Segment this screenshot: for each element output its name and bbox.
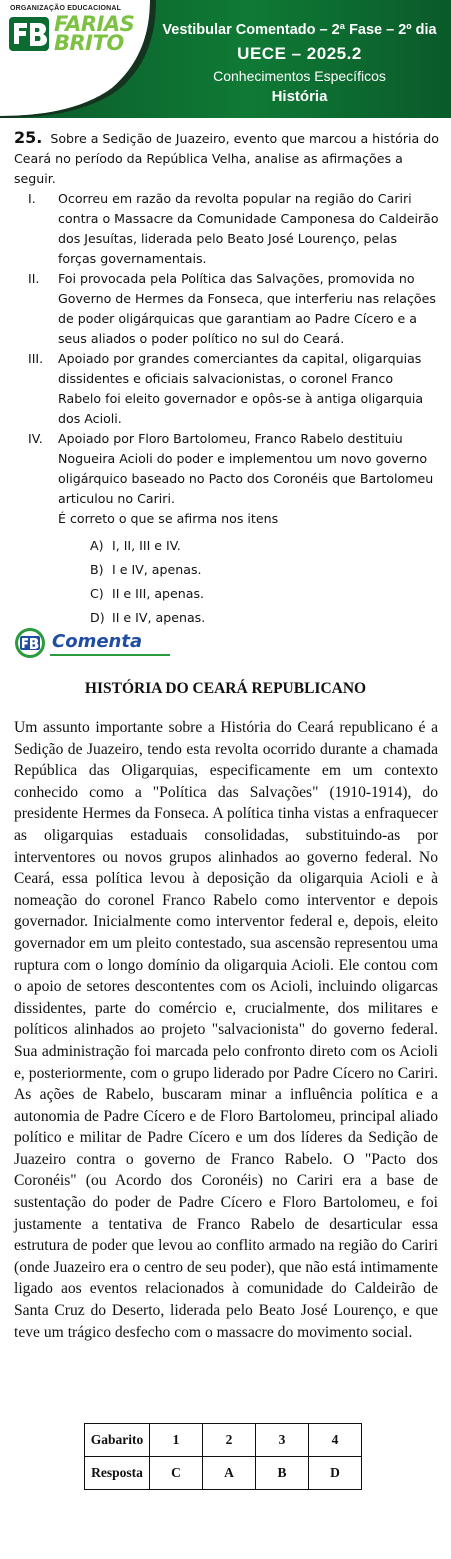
statement-item [14,269,439,349]
farias-brito-logo [8,5,138,55]
statement-text: Apoiado por grandes comerciantes da capital, oligarquias dissidentes e oficiais salvacionistas, o coronel Franco Rabelo foi eleito governador e opôs-se à antiga oligarquia dos Acioli. [58,351,424,426]
commentary-title: HISTÓRIA DO CEARÁ REPUBLICANO [84,680,367,697]
question-block [14,128,439,632]
question-number-cell: 1 [150,1424,203,1457]
statement-number: III. [28,351,44,366]
question-stem: Sobre a Sedição de Juazeiro, evento que marcou a história do Ceará no período da República Velha, analise as afirmações a seguir. [14,131,439,186]
option-text: II e III, apenas. [112,586,205,601]
option-c[interactable] [14,584,439,604]
statement-text: Foi provocada pela Política das Salvações, promovida no Governo de Hermes da Fonseca, que interferiu nas relações de poder oligárquicas que garantiam ao Padre Cícero e a seus aliados o poder político no sul do Ceará. [58,271,436,346]
option-a[interactable] [14,536,439,556]
table-header-label: Gabarito [85,1424,150,1457]
statement-number: II. [28,271,40,286]
question-number-cell: 4 [309,1424,362,1457]
answer-cell: C [150,1457,203,1490]
answer-cell: A [203,1457,256,1490]
statement-number: IV. [28,431,43,446]
question-number: 25. [14,128,43,147]
statement-text: Apoiado por Floro Bartolomeu, Franco Rabelo destituiu Nogueira Acioli do poder e implementou um novo governo oligárquico baseado no Pacto dos Coronéis que Bartolomeu articulou no Cariri. [58,431,434,506]
statement-text: Ocorreu em razão da revolta popular na região do Cariri contra o Massacre da Comunidade Camponesa do Caldeirão dos Jesuítas, liderada pelo Beato José Lourenço, pelas forças governamentais. [58,191,439,266]
logo-word-brito: BRITO [54,31,124,55]
option-text: I e IV, apenas. [112,562,202,577]
statement-item [14,349,439,429]
logo-word-farias: FARIAS [54,12,135,36]
exam-title: Vestibular Comentado – 2ª Fase – 2º dia [162,22,437,38]
logo-org-label: ORGANIZAÇÃO EDUCACIONAL [10,5,122,12]
option-d[interactable] [14,608,439,628]
commentary-body: Um assunto importante sobre a História do Ceará republicano é a Sedição de Juazeiro, tendo esta revolta ocorrido durante a chamada República das Oligarquias, especificamente em um contexto conhecido como a "Política das Salvações" (1910-1914), do presidente Hermes da Fonseca. A política tinha vistas a enfraquecer as oligarquias estaduais consolidadas, substituindo-as por interventores ou novos grupos alinhados ao governo federal. No Ceará, essa política levou à deposição da oligarquia Acioli e à nomeação do coronel Franco Rabelo como interventor e depois governador. Inicialmente como interventor federal e, depois, eleito governador em um pleito contestado, sua ascensão representou uma ruptura com o longo domínio da oligarquia Acioli. Ele contou com o apoio de setores descontentes com os Acioli, incluindo oligarcas dissidentes, parte do comércio e, crucialmente, dos militares e políticos alinhados ao projeto "salvacionista" do governo federal. Sua administração foi marcada pelo confronto direto com os Acioli e, posteriormente, com o grupo liderado por Padre Cícero no Cariri. As ações de Rabelo, buscaram minar a influência política e a autonomia de Padre Cícero e de Floro Bartolomeu, principal aliado político e militar de Padre Cícero e um dos líderes da Sedição de Juazeiro contra o governo de Franco Rabelo. O "Pacto dos Coronéis" (ou Acordo dos Coronéis) no Cariri era a base de sustentação do poder de Padre Cícero e Floro Bartolomeu, e foi justamente a tentativa de Franco Rabelo de desarticular essa estrutura de poder que levou ao conflito armado na região do Cariri (onde Juazeiro era o centro de seu poder), que não está intimamente ligado aos eventos relacionados à comunidade do Caldeirão de Santa Cruz do Deserto, liderada pelo Beato José Lourenço, e que teve um trágico desfecho com o massacre do movimento social. [14,719,438,1341]
option-text: II e IV, apenas. [112,610,206,625]
question-prompt: É correto o que se afirma nos itens [58,511,279,526]
question-number-cell: 3 [256,1424,309,1457]
comenta-label: Comenta [52,631,143,652]
fb-logo-icon [8,15,50,53]
comenta-banner [14,627,174,661]
option-letter: D) [90,610,105,625]
exam-section: Conhecimentos Específicos [213,68,386,84]
comenta-underline [50,654,170,656]
table-header-label: Resposta [85,1457,150,1490]
option-b[interactable] [14,560,439,580]
answer-cell: B [256,1457,309,1490]
option-letter: B) [90,562,104,577]
question-stem-line [14,128,439,189]
option-letter: A) [90,538,104,553]
option-letter: C) [90,586,104,601]
page-header [0,0,451,118]
statement-item [14,189,439,269]
question-number-cell: 2 [203,1424,256,1457]
exam-subject: História [271,88,328,105]
fb-badge-icon [14,627,46,659]
table-row [85,1424,362,1457]
option-text: I, II, III e IV. [112,538,181,553]
statement-list [14,189,439,509]
statement-number: I. [28,191,36,206]
answer-cell: D [309,1457,362,1490]
exam-edition: UECE – 2025.2 [237,44,362,63]
answer-options [14,536,439,628]
answer-key-table [84,1423,362,1490]
statement-item [14,429,439,509]
table-row [85,1457,362,1490]
